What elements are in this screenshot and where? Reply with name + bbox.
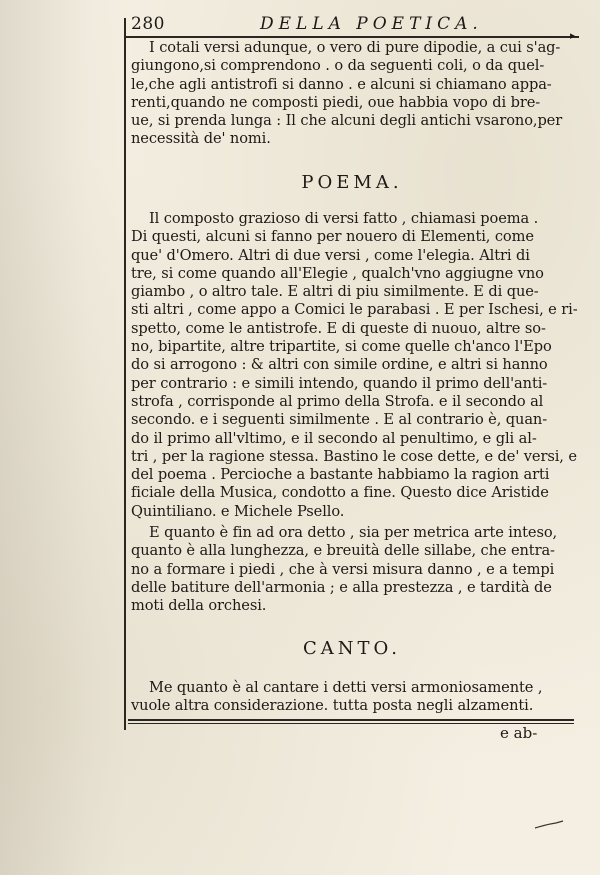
paragraph-metrica xyxy=(131,524,573,615)
ink-smudge-mark xyxy=(534,820,564,830)
section-heading-poema: POEMA. xyxy=(301,172,403,193)
catchword: e ab- xyxy=(500,724,538,742)
text-line: ue, si prenda lunga : Il che alcuni degli antichi vsarono,per xyxy=(131,112,563,130)
text-line: Quintiliano. e Michele Psello. xyxy=(131,502,345,520)
text-line: strofa , corrisponde al primo della Strofa. e il secondo al xyxy=(131,392,544,410)
text-line: renti,quando ne composti piedi, oue habbia vopo di bre- xyxy=(131,93,541,111)
text-line: no a formare i piedi , che à versi misura danno , e a tempi xyxy=(131,560,555,578)
left-margin-rule xyxy=(124,18,126,730)
text-line: per contrario : e simili intendo, quando il primo dell'anti- xyxy=(131,374,548,392)
text-line: Il composto grazioso di versi fatto , chiamasi poema . xyxy=(149,210,539,227)
paragraph-poema xyxy=(131,210,578,521)
text-line: vuole altra considerazione. tutta posta negli alzamenti. xyxy=(131,697,534,715)
text-line: le,che agli antistrofi si danno . e alcuni si chiamano appa- xyxy=(131,75,552,93)
text-line: necessità de' nomi. xyxy=(131,130,271,148)
paragraph-canto xyxy=(131,679,573,716)
paragraph-verses xyxy=(131,39,573,149)
page-number: 280 xyxy=(131,14,165,34)
text-line: sti altri , come appo a Comici le parabasi . E per Ischesi, e ri- xyxy=(131,301,578,319)
text-line: ficiale della Musica, condotto a fine. Questo dice Aristide xyxy=(131,484,549,502)
text-line: E quanto è fin ad ora detto , sia per metrica arte inteso, xyxy=(149,524,558,541)
section-heading-canto: CANTO. xyxy=(303,638,401,659)
running-head: DELLA POETICA. xyxy=(260,14,483,34)
text-line: Me quanto è al cantare i detti versi armoniosamente , xyxy=(149,679,543,696)
text-line: Di questi, alcuni si fanno per nouero di Elementi, come xyxy=(131,228,534,246)
text-line: que' d'Omero. Altri di due versi , come l'elegia. Altri di xyxy=(131,246,530,264)
footer-rule xyxy=(128,719,574,721)
text-line: giambo , o altro tale. E altri di piu similmente. E di que- xyxy=(131,283,539,301)
binding-gutter xyxy=(0,0,126,875)
text-line: no, bipartite, altre tripartite, si come quelle ch'anco l'Epo xyxy=(131,338,552,356)
text-line: spetto, come le antistrofe. E di queste di nuouo, altre so- xyxy=(131,319,546,337)
text-line: quanto è alla lunghezza, e breuità delle sillabe, che entra- xyxy=(131,542,555,560)
text-line: secondo. e i seguenti similmente . E al contrario è, quan- xyxy=(131,411,548,429)
text-line: tre, si come quando all'Elegie , qualch'vno aggiugne vno xyxy=(131,264,544,282)
header-rule-ornament: ▸ xyxy=(570,29,576,42)
text-line: delle batiture dell'armonia ; e alla prestezza , e tardità de xyxy=(131,578,552,596)
text-line: giungono,si comprendono . o da seguenti coli, o da quel- xyxy=(131,57,545,75)
text-line: do si arrogono : & altri con simile ordine, e altri si hanno xyxy=(131,356,548,374)
text-line: del poema . Percioche a bastante habbiamo la ragion arti xyxy=(131,466,550,484)
text-line: I cotali versi adunque, o vero di pure dipodie, a cui s'ag- xyxy=(149,39,561,56)
text-line: do il primo all'vltimo, e il secondo al penultimo, e gli al- xyxy=(131,429,537,447)
header-rule xyxy=(124,36,579,38)
text-line: moti della orchesi. xyxy=(131,597,267,615)
text-line: tri , per la ragione stessa. Bastino le cose dette, e de' versi, e xyxy=(131,447,577,465)
